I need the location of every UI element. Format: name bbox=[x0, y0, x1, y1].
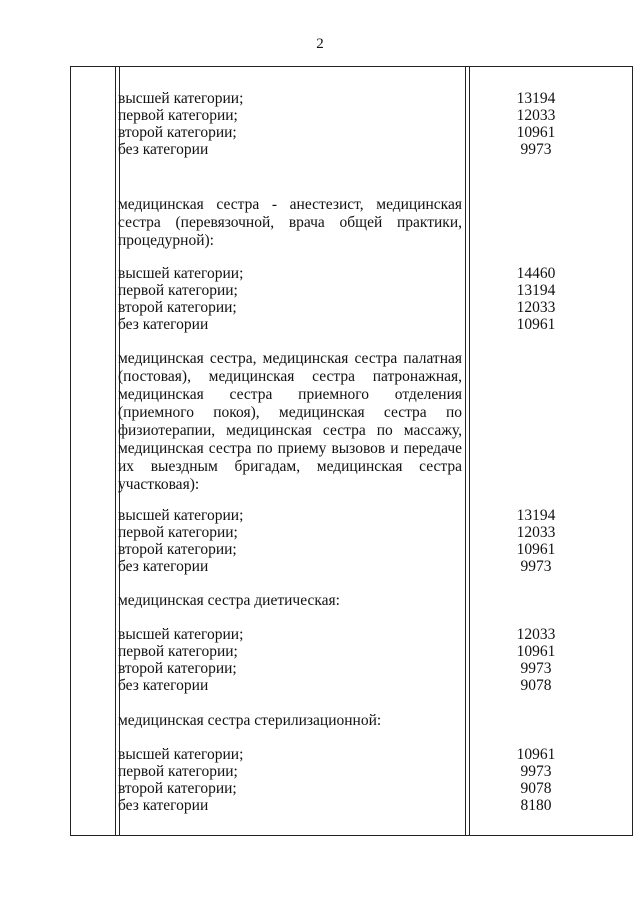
table-row bbox=[118, 780, 638, 798]
description-line: процедурной): bbox=[118, 232, 214, 249]
column-border bbox=[465, 67, 466, 835]
salary-value: 9973 bbox=[520, 141, 552, 158]
description-line: сестра (перевязочной, врача общей практики, bbox=[118, 214, 462, 231]
salary-value: 14460 bbox=[516, 265, 556, 282]
table-row bbox=[118, 265, 638, 283]
position-description bbox=[118, 712, 462, 730]
description-line: медицинская сестра приемного отделения bbox=[118, 386, 462, 403]
position-description bbox=[118, 350, 462, 494]
salary-value: 8180 bbox=[520, 797, 552, 814]
table-row bbox=[118, 643, 638, 661]
table-row bbox=[118, 299, 638, 317]
salary-value: 10961 bbox=[516, 746, 556, 763]
description-line: медицинская сестра, медицинская сестра палатная bbox=[118, 350, 462, 367]
category-label: без категории bbox=[118, 316, 209, 333]
salary-value: 9973 bbox=[520, 558, 552, 575]
table-row bbox=[118, 677, 638, 695]
salary-value: 12033 bbox=[516, 107, 556, 124]
category-label: первой категории; bbox=[118, 763, 238, 780]
salary-value: 13194 bbox=[516, 90, 556, 107]
salary-value: 9078 bbox=[520, 677, 552, 694]
salary-value: 10961 bbox=[516, 643, 556, 660]
description-line: (приемного покоя), медицинская сестра по bbox=[118, 404, 462, 421]
category-label: без категории bbox=[118, 797, 209, 814]
category-label: второй категории; bbox=[118, 299, 237, 316]
salary-value: 12033 bbox=[516, 626, 556, 643]
category-label: первой категории; bbox=[118, 282, 238, 299]
category-label: первой категории; bbox=[118, 107, 238, 124]
table-row bbox=[118, 660, 638, 678]
position-description bbox=[118, 196, 462, 250]
table-row bbox=[118, 124, 638, 142]
table-row bbox=[118, 90, 638, 108]
description-line: медицинская сестра стерилизационной: bbox=[118, 712, 382, 729]
category-label: первой категории; bbox=[118, 643, 238, 660]
description-line: (постовая), медицинская сестра патронажная, bbox=[118, 368, 462, 385]
salary-value: 9078 bbox=[520, 780, 552, 797]
category-label: первой категории; bbox=[118, 524, 238, 541]
category-label: без категории bbox=[118, 141, 209, 158]
salary-value: 9973 bbox=[520, 660, 552, 677]
table-row bbox=[118, 746, 638, 764]
description-line: медицинская сестра - анестезист, медицинская bbox=[118, 196, 462, 213]
table-row bbox=[118, 507, 638, 525]
table-row bbox=[118, 558, 638, 576]
salary-value: 12033 bbox=[516, 524, 556, 541]
table-row bbox=[118, 316, 638, 334]
salary-value: 13194 bbox=[516, 507, 556, 524]
table-row bbox=[118, 141, 638, 159]
position-description bbox=[118, 592, 462, 610]
category-label: без категории bbox=[118, 677, 209, 694]
category-label: второй категории; bbox=[118, 124, 237, 141]
category-label: высшей категории; bbox=[118, 90, 244, 107]
salary-value: 12033 bbox=[516, 299, 556, 316]
salary-value: 10961 bbox=[516, 124, 556, 141]
category-label: второй категории; bbox=[118, 660, 237, 677]
column-border bbox=[115, 67, 116, 835]
column-border bbox=[469, 67, 470, 835]
description-line: медицинская сестра диетическая: bbox=[118, 592, 340, 609]
description-line: медицинская сестра по приему вызовов и передаче bbox=[118, 440, 462, 457]
table-row bbox=[118, 107, 638, 125]
salary-value: 9973 bbox=[520, 763, 552, 780]
table-row bbox=[118, 626, 638, 644]
description-line: участковая): bbox=[118, 476, 200, 493]
category-label: второй категории; bbox=[118, 780, 237, 797]
description-line: физиотерапии, медицинская сестра по массажу, bbox=[118, 422, 462, 439]
category-label: высшей категории; bbox=[118, 626, 244, 643]
category-label: высшей категории; bbox=[118, 265, 244, 282]
table-row bbox=[118, 282, 638, 300]
salary-value: 13194 bbox=[516, 282, 556, 299]
table-row bbox=[118, 524, 638, 542]
category-label: без категории bbox=[118, 558, 209, 575]
category-label: высшей категории; bbox=[118, 746, 244, 763]
salary-value: 10961 bbox=[516, 316, 556, 333]
salary-value: 10961 bbox=[516, 541, 556, 558]
description-line: их выездным бригадам, медицинская сестра bbox=[118, 458, 462, 475]
page-number: 2 bbox=[316, 36, 324, 52]
category-label: высшей категории; bbox=[118, 507, 244, 524]
category-label: второй категории; bbox=[118, 541, 237, 558]
table-row bbox=[118, 541, 638, 559]
table-row bbox=[118, 763, 638, 781]
table-row bbox=[118, 797, 638, 815]
